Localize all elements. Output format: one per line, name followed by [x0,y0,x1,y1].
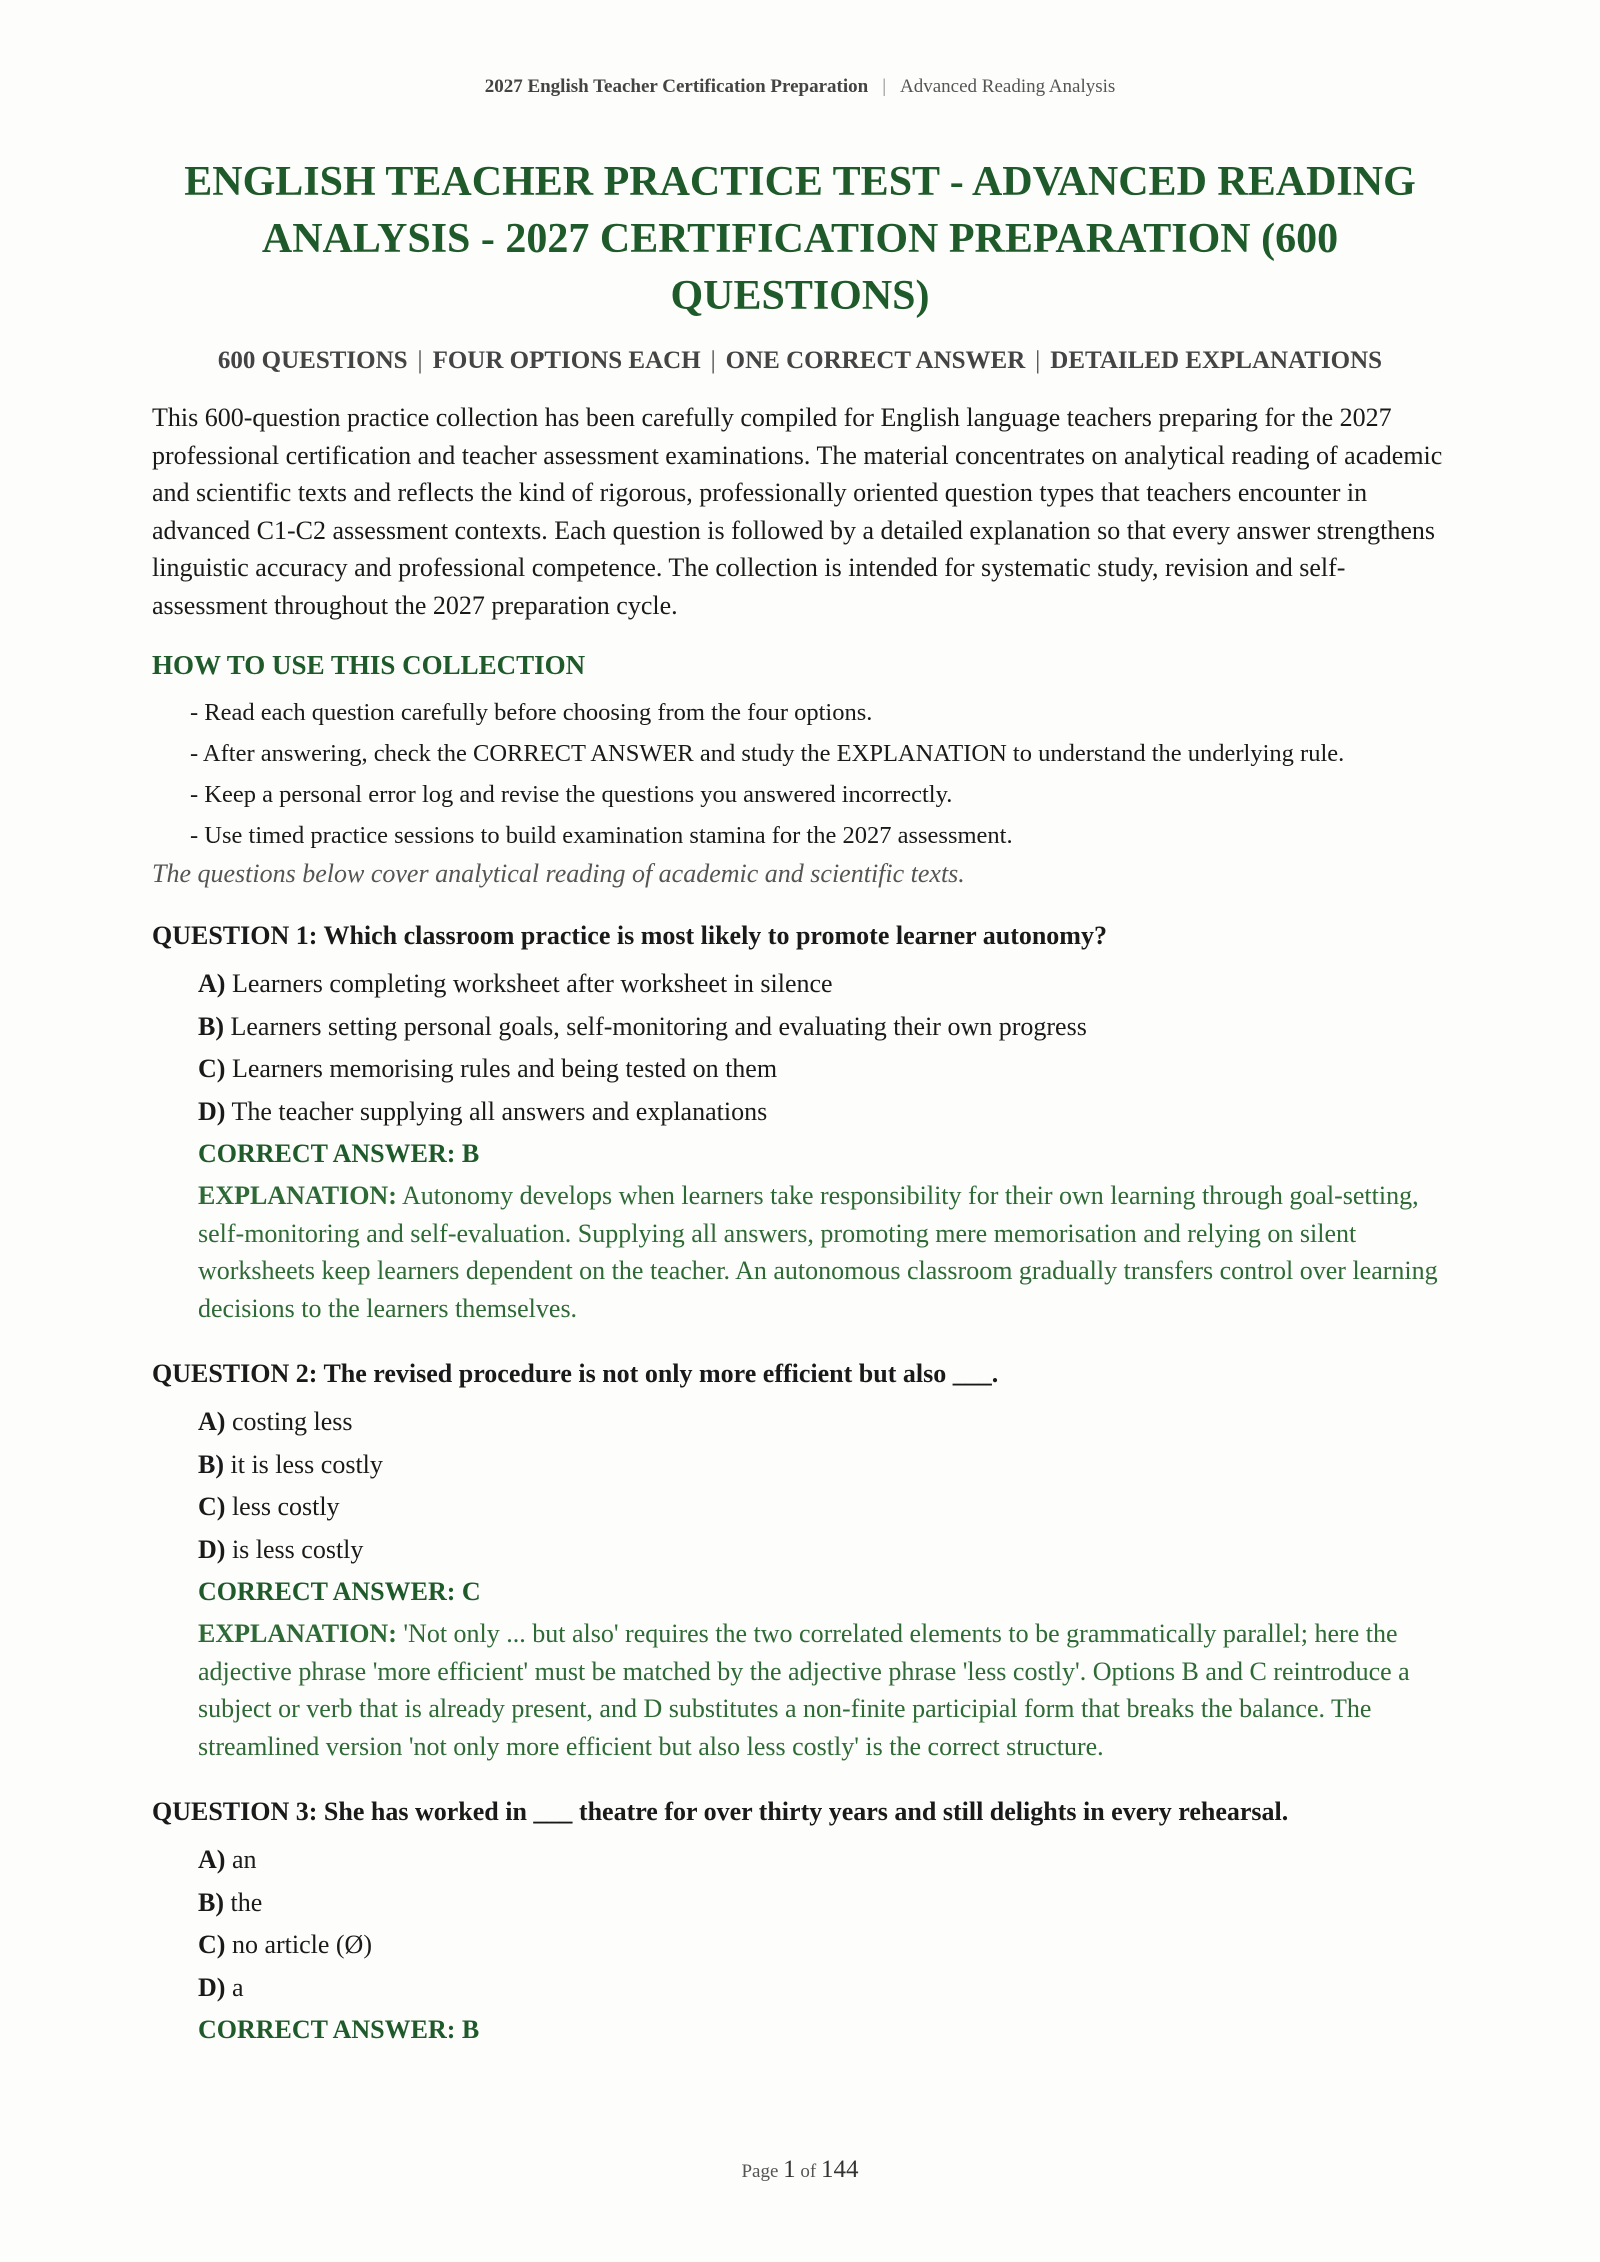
option-d [198,1529,1448,1572]
total-pages: 144 [821,2156,859,2183]
option-text: no article (Ø) [231,1930,372,1959]
subtitle-part: ONE CORRECT ANSWER [725,347,1026,374]
option-text: The teacher supplying all answers and explanations [231,1096,768,1126]
option-d [198,1091,1448,1134]
option-text: is less costly [231,1534,364,1564]
option-letter: A) [198,969,226,998]
option-text: a [231,1972,244,2002]
correct-answer: CORRECT ANSWER: B [198,2015,480,2044]
how-to-use-list [152,695,1448,853]
correct-answer: CORRECT ANSWER: C [198,1577,481,1606]
subtitle-part: 600 QUESTIONS [217,347,408,374]
running-header-left: 2027 English Teacher Certification Preparation [484,76,869,97]
option-text: less costly [231,1492,340,1521]
page-label: Page [741,2161,779,2182]
option-b [198,1006,1448,1049]
option-text: Learners completing worksheet after worksheet in silence [231,969,833,998]
how-to-use-heading: HOW TO USE THIS COLLECTION [152,650,586,680]
option-list [152,1401,1448,1571]
option-a [198,1839,1448,1882]
option-letter: C) [198,1492,226,1521]
option-letter: D) [198,1534,226,1564]
question-stem: QUESTION 1: Which classroom practice is most likely to promote learner autonomy? [152,921,1107,950]
scope-note: The questions below cover analytical reading of academic and scientific texts. [152,859,965,888]
subtitle-separator: | [710,347,716,374]
explanation-label: EXPLANATION: [198,1181,397,1210]
explanation [152,1615,1448,1765]
explanation-text: Autonomy develops when learners take responsibility for their own learning through goal-setting, self-monitoring and self-evaluation. Supplying all answers, promoting mere memorisation and relying on silent worksheets keep learners dependent on the teacher. An autonomous classroom gradually transfers control over learning decisions to the learners themselves. [198,1181,1438,1323]
list-item: - Read each question carefully before choosing from the four options. [190,699,873,726]
question-2 [152,1357,1448,1765]
of-label: of [800,2161,817,2182]
document-subtitle [152,347,1448,375]
option-text: the [230,1887,263,1917]
list-item: - Keep a personal error log and revise the questions you answered incorrectly. [190,781,953,808]
option-text: Learners setting personal goals, self-monitoring and evaluating their own progress [230,1011,1087,1041]
option-list [152,1839,1448,2009]
option-b [198,1444,1448,1487]
running-header-right: Advanced Reading Analysis [900,76,1116,97]
option-d [198,1967,1448,2010]
question-1 [152,919,1448,1327]
option-letter: A) [198,1845,226,1874]
option-letter: C) [198,1930,226,1959]
option-letter: B) [198,1449,224,1479]
question-stem: QUESTION 3: She has worked in ___ theatre for over thirty years and still delights in every rehearsal. [152,1797,1289,1826]
option-letter: B) [198,1011,224,1041]
subtitle-separator: | [1035,347,1041,374]
subtitle-part: DETAILED EXPLANATIONS [1050,347,1383,374]
running-header [152,76,1448,98]
question-3 [152,1795,1448,2051]
option-b [198,1882,1448,1925]
intro-paragraph: This 600-question practice collection has been carefully compiled for English language teachers preparing for the 2027 professional certification and teacher assessment examinations. The material concentrates on analytical reading of academic and scientific texts and reflects the kind of rigorous, professionally oriented question types that teachers encounter in advanced C1-C2 assessment contexts. Each question is followed by a detailed explanation so that every answer strengthens linguistic accuracy and professional competence. The collection is intended for systematic study, revision and self-assessment throughout the 2027 preparation cycle. [152,403,1443,620]
correct-answer: CORRECT ANSWER: B [198,1139,480,1168]
subtitle-separator: | [417,347,423,374]
list-item: - After answering, check the CORRECT ANSWER and study the EXPLANATION to understand the underlying rule. [190,740,1345,767]
option-c [198,1048,1448,1091]
explanation-text: 'Not only ... but also' requires the two correlated elements to be grammatically parallel; here the adjective phrase 'more efficient' must be matched by the adjective phrase 'less costly'. Options B and C reintroduce a subject or verb that is already present, and D substitutes a non-finite participial form that breaks the balance. The streamlined version 'not only more efficient but also less costly' is the correct structure. [198,1619,1410,1761]
option-text: it is less costly [230,1449,383,1479]
list-item: - Use timed practice sessions to build examination stamina for the 2027 assessment. [190,822,1013,849]
explanation-label: EXPLANATION: [198,1619,397,1648]
option-letter: B) [198,1887,224,1917]
option-text: Learners memorising rules and being tested on them [231,1054,778,1083]
document-title: ENGLISH TEACHER PRACTICE TEST - ADVANCED READING ANALYSIS - 2027 CERTIFICATION PREPARATION (600 QUESTIONS) [184,159,1416,319]
option-letter: A) [198,1407,226,1436]
subtitle-part: FOUR OPTIONS EACH [432,347,701,374]
option-c [198,1924,1448,1967]
option-list [152,963,1448,1133]
page-number: 1 [783,2156,796,2183]
page-footer [0,2156,1600,2184]
option-a [198,963,1448,1006]
option-text: costing less [231,1407,353,1436]
document-page [152,0,1448,2051]
option-letter: D) [198,1096,226,1126]
option-letter: C) [198,1054,226,1083]
explanation [152,1177,1448,1327]
option-letter: D) [198,1972,226,2002]
question-stem: QUESTION 2: The revised procedure is not only more efficient but also ___. [152,1359,999,1388]
running-header-separator: | [882,76,887,97]
option-text: an [231,1845,257,1874]
option-c [198,1486,1448,1529]
option-a [198,1401,1448,1444]
